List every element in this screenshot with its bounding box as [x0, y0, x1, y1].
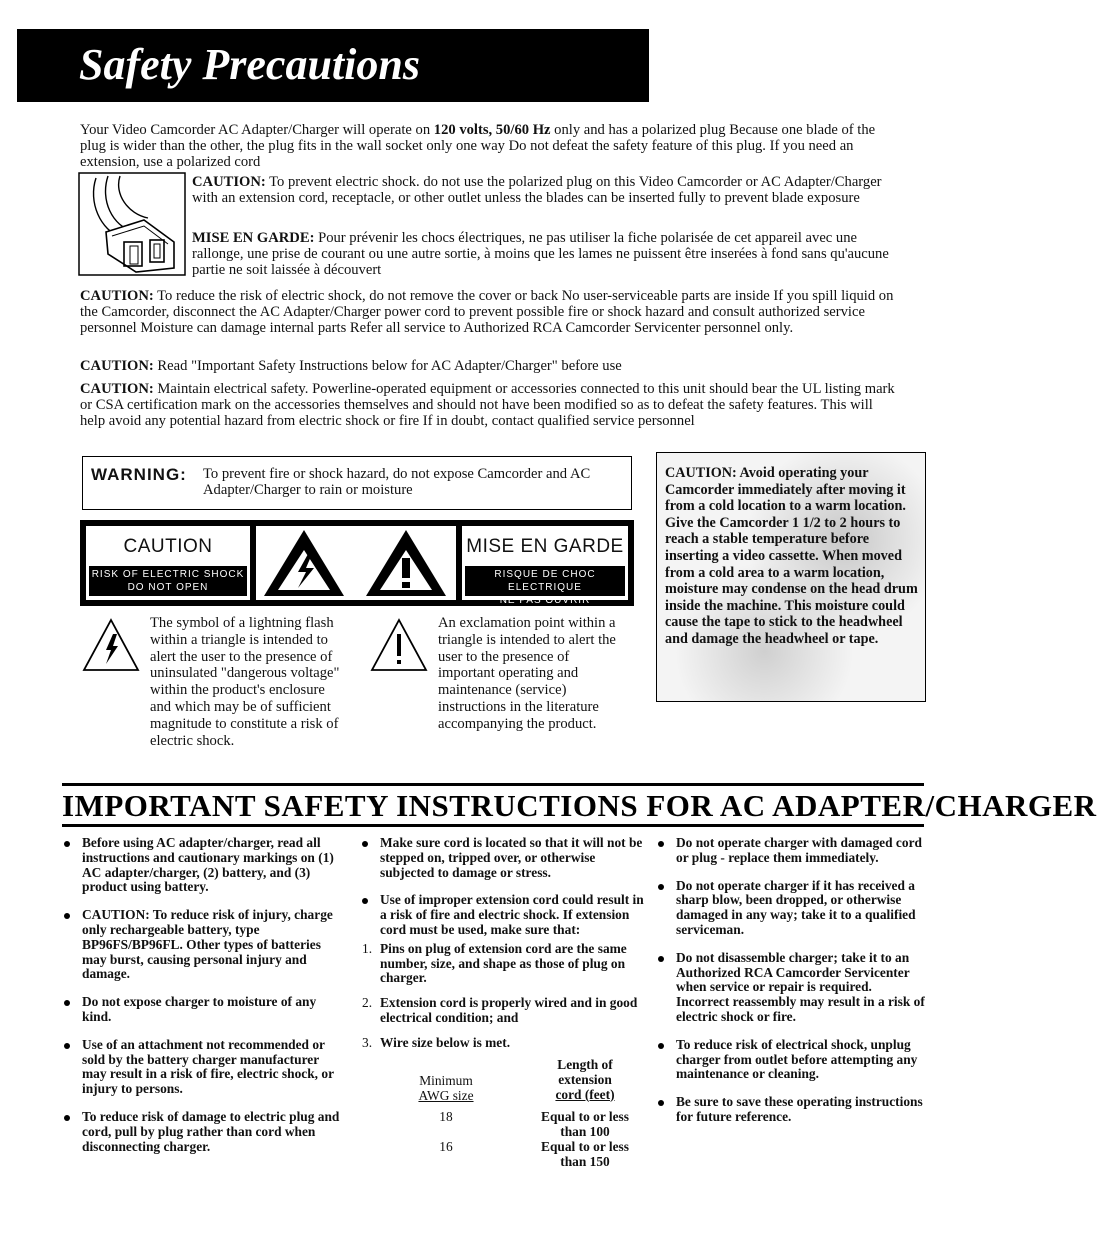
caution-cover-text: To reduce the risk of electric shock, do not remove the cover or back No user-serviceable parts are inside If you spill liquid on the Camcorder, disconnect the AC Adapter/Charger power cord to prevent possible fire or shock hazard and consult authorized service personnel Moisture can damage internal parts Refer all service to Authorized RCA Camcorder Servicenter personnel only. — [80, 288, 894, 336]
caution-read-text: Read "Important Safety Instructions below for AC Adapter/Charger" before use — [153, 358, 622, 374]
caution-cover-label: CAUTION: — [80, 288, 154, 304]
list-item-text: Do not disassemble charger; take it to an Authorized RCA Camcorder Servicenter when service or repair is required. Incorrect reassembly may result in a risk of electric shock or fire. — [676, 949, 925, 1024]
caution-panel-left-bar-line1: RISK OF ELECTRIC SHOCK — [91, 569, 245, 580]
awg-header-cord-feet: cord (feet) — [555, 1086, 615, 1102]
numbered-item-number: 1. — [362, 940, 373, 956]
caution-panel-left-bar — [89, 566, 247, 596]
numbered-item-number: 2. — [362, 995, 373, 1011]
awg-size-table — [400, 1058, 660, 1170]
list-item — [62, 995, 344, 1025]
caution-panel-left-bar-line2: DO NOT OPEN — [127, 582, 209, 593]
list-item-text: Do not operate charger if it has received a sharp blow, been dropped, or otherwise damaged in any way; take it to a qualified serviceman. — [676, 877, 916, 937]
list-item-text: Use of improper extension cord could result in a risk of fire and electric shock. If extension cord must be used, make sure that: — [380, 892, 644, 937]
numbered-item-text: Wire size below is met. — [380, 1034, 511, 1050]
list-item — [360, 893, 650, 937]
lightning-triangle-icon-small — [82, 618, 140, 672]
awg-header-2 — [540, 1058, 630, 1102]
list-item-text: Do not operate charger with damaged cord or plug - replace them immediately. — [676, 835, 922, 865]
caution-panel-right — [462, 526, 628, 606]
caution-panel-right-bar-line2: NE PAS OUVRIR — [499, 595, 591, 606]
warning-symbols-large — [256, 526, 456, 600]
list-item — [656, 951, 926, 1025]
condensation-caution-label: CAUTION: — [665, 465, 737, 481]
plug-caution-label: CAUTION: — [192, 174, 266, 190]
lightning-symbol-explanation: The symbol of a lightning flash within a triangle is intended to alert the user to the presence of uninsulated "dangerous voltage" within the product's enclosure and which may be of sufficient magnitude to constitute a risk of electric shock. — [150, 615, 340, 749]
awg-row-2-length-line2: than 150 — [560, 1153, 610, 1169]
list-item-text: CAUTION: To reduce risk of injury, charge only rechargeable battery, type BP96FS/BP96FL. Other types of batteries may burst, causing personal injury and damage. — [82, 907, 333, 982]
awg-header-1 — [416, 1074, 476, 1104]
important-instructions-header — [62, 783, 1097, 827]
condensation-caution-box — [656, 452, 926, 702]
awg-row-2-length — [528, 1140, 642, 1170]
caution-panel-right-title: MISE EN GARDE — [466, 536, 624, 557]
condensation-caution-text — [665, 465, 919, 648]
caution-read-label: CAUTION: — [80, 358, 154, 374]
numbered-item-text: Pins on plug of extension cord are the same number, size, and shape as those of plug on charger. — [380, 940, 627, 986]
list-item — [62, 908, 344, 982]
caution-panel-right-bar — [465, 566, 625, 606]
condensation-caution-body: Avoid operating your Camcorder immediately after moving it from a cold location to a warm location. Give the Camcorder 1 1/2 to 2 hours to reach a stable temperature before inserting a video cassette. When moved from a cold area to a warm location, moisture may condense on the head drum inside the machine. This moisture could cause the tape to stick to the headwheel and damage the headwheel or tape. — [665, 465, 918, 647]
list-item — [360, 836, 650, 880]
caution-label-panel — [80, 520, 634, 606]
list-item — [62, 1110, 344, 1154]
mise-en-garde-paragraph — [192, 230, 908, 278]
list-item — [656, 1038, 926, 1082]
numbered-item — [360, 1036, 650, 1051]
awg-header-minimum: Minimum — [419, 1073, 473, 1088]
title-banner — [17, 29, 649, 102]
list-item-text: Make sure cord is located so that it will not be stepped on, tripped over, or otherwise subjected to damage or stress. — [380, 835, 643, 880]
list-item-text: To reduce risk of electrical shock, unplug charger from outlet before attempting any maintenance or cleaning. — [676, 1036, 918, 1082]
caution-cover-paragraph — [80, 288, 896, 336]
awg-header-awg-size: AWG size — [418, 1087, 474, 1103]
caution-read-paragraph — [80, 358, 896, 374]
numbered-item — [360, 996, 650, 1026]
list-item-text: Before using AC adapter/charger, read all instructions and cautionary markings on (1) AC adapter/charger, (2) battery, and (3) product using battery. — [82, 835, 334, 895]
caution-maintain-paragraph — [80, 381, 896, 429]
list-item — [656, 1095, 926, 1125]
list-item-text: To reduce risk of damage to electric plug and cord, pull by plug rather than cord when disconnecting charger. — [82, 1108, 340, 1154]
caution-panel-symbols — [256, 526, 456, 600]
plug-caution-text: To prevent electric shock. do not use the polarized plug on this Video Camcorder or AC Adapter/Charger with an extension cord, receptacle, or other outlet unless the blades can be inserted fully to prevent blade exposure — [192, 174, 882, 206]
plug-caution-paragraph — [192, 174, 892, 206]
list-item-text: Use of an attachment not recommended or sold by the battery charger manufacturer may result in a risk of fire, electric shock, or injury to persons. — [82, 1036, 334, 1097]
list-item — [62, 836, 344, 895]
awg-header-extension: extension — [558, 1071, 612, 1087]
intro-text-pre: Your Video Camcorder AC Adapter/Charger will operate on — [80, 122, 434, 138]
page-title: Safety Precautions — [79, 40, 420, 89]
instructions-column-2 — [360, 836, 650, 1061]
caution-maintain-label: CAUTION: — [80, 381, 154, 397]
exclamation-triangle-icon-small — [370, 618, 428, 672]
awg-row-1-length-line2: than 100 — [560, 1123, 610, 1139]
numbered-item-number: 3. — [362, 1034, 373, 1050]
exclamation-symbol-explanation: An exclamation point within a triangle is intended to alert the user to the presence of important operating and maintenance (service) instructions in the literature accompanying the product. — [438, 615, 616, 732]
numbered-item-text: Extension cord is properly wired and in good electrical condition; and — [380, 995, 638, 1025]
awg-row-1-length — [528, 1110, 642, 1140]
list-item — [62, 1038, 344, 1097]
mise-en-garde-label: MISE EN GARDE: — [192, 230, 315, 246]
instructions-column-3 — [656, 836, 926, 1138]
list-item — [656, 879, 926, 938]
list-item-text: Be sure to save these operating instructions for future reference. — [676, 1094, 923, 1124]
warning-label: WARNING: — [91, 465, 187, 484]
awg-row-2-size: 16 — [439, 1139, 453, 1154]
caution-panel-left-title: CAUTION — [123, 536, 213, 557]
list-item — [656, 836, 926, 866]
awg-row-2-length-line1: Equal to or less — [541, 1139, 629, 1154]
intro-voltage: 120 volts, 50/60 Hz — [433, 122, 551, 138]
warning-box — [82, 456, 632, 510]
numbered-item — [360, 942, 650, 986]
caution-panel-left — [86, 526, 250, 600]
awg-header-length: Length of — [557, 1057, 613, 1072]
awg-row-1-size: 18 — [439, 1109, 453, 1124]
polarized-plug-illustration — [78, 172, 186, 276]
intro-text-post: only and has a polarized plug Because one blade of the plug is wider than the other, the plug fits in the wall socket only one way Do not defeat the safety feature of this plug. If you need an extension, use a polarized cord — [80, 122, 876, 170]
awg-row-1-length-line1: Equal to or less — [541, 1109, 629, 1124]
caution-maintain-text: Maintain electrical safety. Powerline-operated equipment or accessories connected to this unit should bear the UL listing mark or CSA certification mark on the accessories themselves and should not have been modified so as to defeat the safety features. This will help avoid any potential hazard from electric shock or fire If in doubt, contact qualified service personnel — [80, 381, 895, 429]
warning-text: To prevent fire or shock hazard, do not expose Camcorder and AC Adapter/Charger to rain or moisture — [203, 466, 591, 498]
instructions-column-1 — [62, 836, 344, 1167]
list-item-text: Do not expose charger to moisture of any kind. — [82, 994, 317, 1024]
intro-paragraph — [80, 122, 892, 170]
important-instructions-title: IMPORTANT SAFETY INSTRUCTIONS FOR AC ADAPTER/CHARGER — [62, 788, 1097, 823]
mise-en-garde-text: Pour prévenir les chocs électriques, ne pas utiliser la fiche polarisée de cet appareil avec une rallonge, une prise de courant ou une autre sortie, à moins que les lames ne puissent être inserées à fond sans qu'aucune partie ne soit laissée à découvert — [192, 230, 889, 278]
caution-panel-right-bar-line1: RISQUE DE CHOC ELECTRIQUE — [494, 569, 596, 593]
